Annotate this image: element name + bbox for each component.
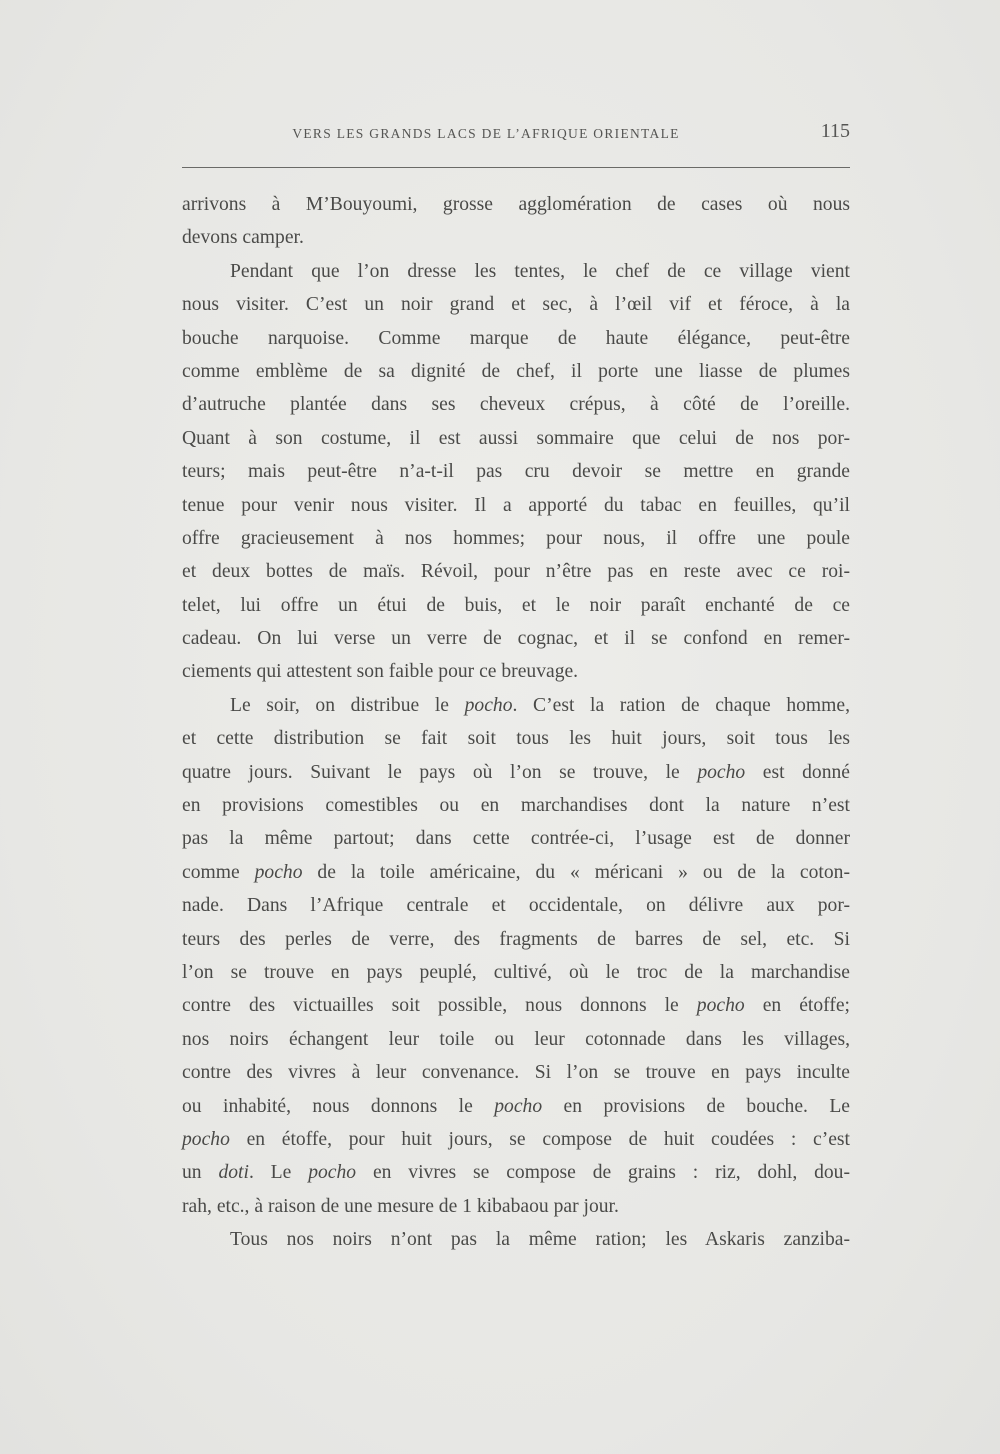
italic-term: pocho xyxy=(464,694,513,716)
text-line: nous visiter. C’est un noir grand et sec, à l’œil vif et féroce, à la xyxy=(182,294,850,316)
italic-term: doti xyxy=(218,1162,249,1184)
text-line: en provisions comestibles ou en marchandises dont la nature n’est xyxy=(182,795,850,817)
text-line: contre des vivres à leur convenance. Si l’on se trouve en pays inculte xyxy=(182,1062,850,1084)
text-line: telet, lui offre un étui de buis, et le noir paraît enchanté de ce xyxy=(182,594,850,616)
body-text xyxy=(182,188,850,1257)
text-line: et deux bottes de maïs. Révoil, pour n’être pas en reste avec ce roi- xyxy=(182,561,850,583)
running-title: VERS LES GRANDS LACS DE L’AFRIQUE ORIENTALE xyxy=(292,126,680,141)
text-line: contre des victuailles soit possible, nous donnons le pocho en étoffe; xyxy=(182,995,850,1017)
text-line: nade. Dans l’Afrique centrale et occidentale, on délivre aux por- xyxy=(182,895,850,917)
text-line: teurs; mais peut-être n’a-t-il pas cru devoir se mettre en grande xyxy=(182,461,850,483)
text-line: d’autruche plantée dans ses cheveux crépus, à côté de l’oreille. xyxy=(182,394,850,416)
text-line: bouche narquoise. Comme marque de haute élégance, peut-être xyxy=(182,327,850,349)
text-line: offre gracieusement à nos hommes; pour nous, il offre une poule xyxy=(182,527,850,549)
text-line: Quant à son costume, il est aussi sommaire que celui de nos por- xyxy=(182,427,850,449)
italic-term: pocho xyxy=(254,861,303,883)
italic-term: pocho xyxy=(697,761,746,783)
text-line: pas la même partout; dans cette contrée-ci, l’usage est de donner xyxy=(182,828,850,850)
text-line: Tous nos noirs n’ont pas la même ration; les Askaris zanziba- xyxy=(230,1229,850,1251)
text-line: ciements qui attestent son faible pour ce breuvage. xyxy=(182,661,579,683)
text-line: l’on se trouve en pays peuplé, cultivé, où le troc de la marchandise xyxy=(182,961,850,983)
text-line: quatre jours. Suivant le pays où l’on se trouve, le pocho est donné xyxy=(182,761,851,783)
text-line: pocho en étoffe, pour huit jours, se compose de huit coudées : c’est xyxy=(182,1128,850,1150)
italic-term: pocho xyxy=(182,1128,230,1150)
text-line: et cette distribution se fait soit tous les huit jours, soit tous les xyxy=(182,728,850,750)
text-line: nos noirs échangent leur toile ou leur cotonnade dans les villages, xyxy=(182,1028,850,1050)
text-line: Pendant que l’on dresse les tentes, le chef de ce village vient xyxy=(230,260,850,282)
italic-term: pocho xyxy=(696,995,745,1017)
page-number: 115 xyxy=(820,120,850,142)
text-line: tenue pour venir nous visiter. Il a apporté du tabac en feuilles, qu’il xyxy=(182,494,850,516)
text-line: devons camper. xyxy=(182,227,304,249)
text-line: teurs des perles de verre, des fragments de barres de sel, etc. Si xyxy=(182,928,850,950)
header-rule xyxy=(182,167,850,168)
text-line: Le soir, on distribue le pocho. C’est la ration de chaque homme, xyxy=(230,694,850,716)
text-line: un doti. Le pocho en vivres se compose de grains : riz, dohl, dou- xyxy=(182,1162,850,1184)
text-line: rah, etc., à raison de une mesure de 1 kibabaou par jour. xyxy=(182,1195,619,1217)
italic-term: pocho xyxy=(494,1095,543,1117)
text-line: cadeau. On lui verse un verre de cognac, et il se confond en remer- xyxy=(182,628,850,650)
running-head xyxy=(182,120,850,148)
text-line: comme pocho de la toile américaine, du « méricani » ou de la coton- xyxy=(182,861,850,883)
text-line: ou inhabité, nous donnons le pocho en provisions de bouche. Le xyxy=(182,1095,850,1117)
italic-term: pocho xyxy=(308,1162,357,1184)
text-line: arrivons à M’Bouyoumi, grosse agglomération de cases où nous xyxy=(182,194,850,215)
text-line: comme emblème de sa dignité de chef, il porte une liasse de plumes xyxy=(182,360,850,382)
